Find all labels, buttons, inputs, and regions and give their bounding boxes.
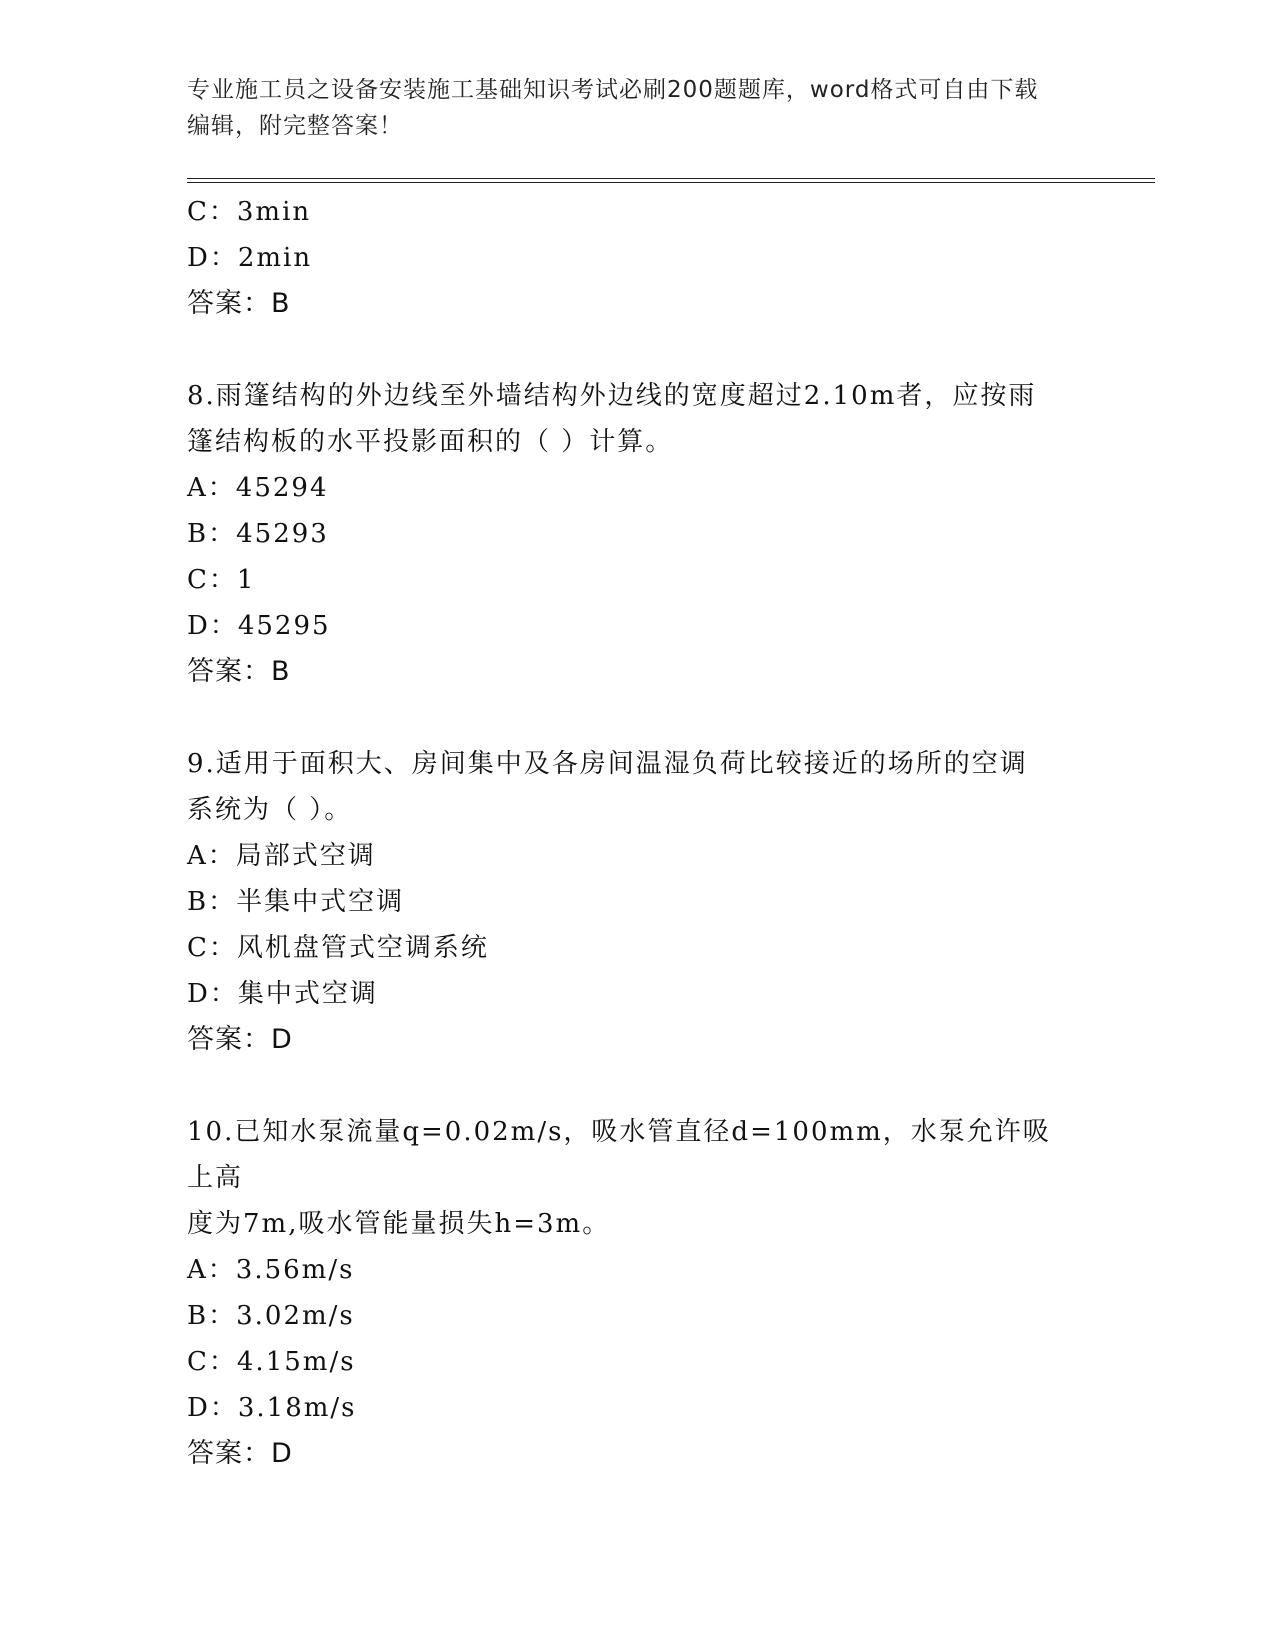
- question-10: [187, 1109, 1067, 1477]
- question-stem-line: 系统为（ ）。: [187, 795, 353, 825]
- question-9: [187, 741, 1067, 1063]
- option-d: D：集中式空调: [187, 979, 378, 1009]
- option-b: B：45293: [187, 519, 329, 549]
- answer-line: 答案：D: [187, 1024, 293, 1055]
- header-title-line-1: 专业施工员之设备安装施工基础知识考试必刷200题题库，word格式可自由下载: [187, 77, 1039, 103]
- question-stem-line: 8.雨篷结构的外边线至外墙结构外边线的宽度超过2.10m者，应按雨: [187, 381, 1037, 411]
- document-body: [187, 189, 1067, 1477]
- option-d: D：3.18m/s: [187, 1393, 357, 1423]
- option-b: B：3.02m/s: [187, 1301, 355, 1331]
- spacer: [187, 695, 1067, 741]
- header-double-rule: [187, 178, 1155, 183]
- option-a: A：局部式空调: [187, 841, 376, 871]
- question-stem-line: 篷结构板的水平投影面积的（ ）计算。: [187, 427, 674, 457]
- previous-question-tail: [187, 189, 1067, 327]
- header-title-line-2: 编辑，附完整答案！: [187, 113, 403, 139]
- option-b: B：半集中式空调: [187, 887, 405, 917]
- option-c: C：4.15m/s: [187, 1347, 356, 1377]
- question-8: [187, 373, 1067, 695]
- option-c: C：3min: [187, 197, 312, 227]
- question-stem-line: 度为7m,吸水管能量损失h=3m。: [187, 1209, 611, 1239]
- question-stem-line: 10.已知水泵流量q=0.02m/s，吸水管直径d=100mm，水泵允许吸上高: [187, 1117, 1051, 1193]
- answer-line: 答案：B: [187, 288, 291, 319]
- answer-line: 答案：D: [187, 1438, 293, 1469]
- option-d: D：45295: [187, 611, 331, 641]
- spacer: [187, 1063, 1067, 1109]
- option-c: C：1: [187, 565, 256, 595]
- option-a: A：45294: [187, 473, 329, 503]
- option-c: C：风机盘管式空调系统: [187, 933, 489, 963]
- option-a: A：3.56m/s: [187, 1255, 355, 1285]
- answer-line: 答案：B: [187, 656, 291, 687]
- question-stem-line: 9.适用于面积大、房间集中及各房间温湿负荷比较接近的场所的空调: [187, 749, 1028, 779]
- option-d: D：2min: [187, 243, 313, 273]
- spacer: [187, 327, 1067, 373]
- page-header: [187, 72, 1087, 144]
